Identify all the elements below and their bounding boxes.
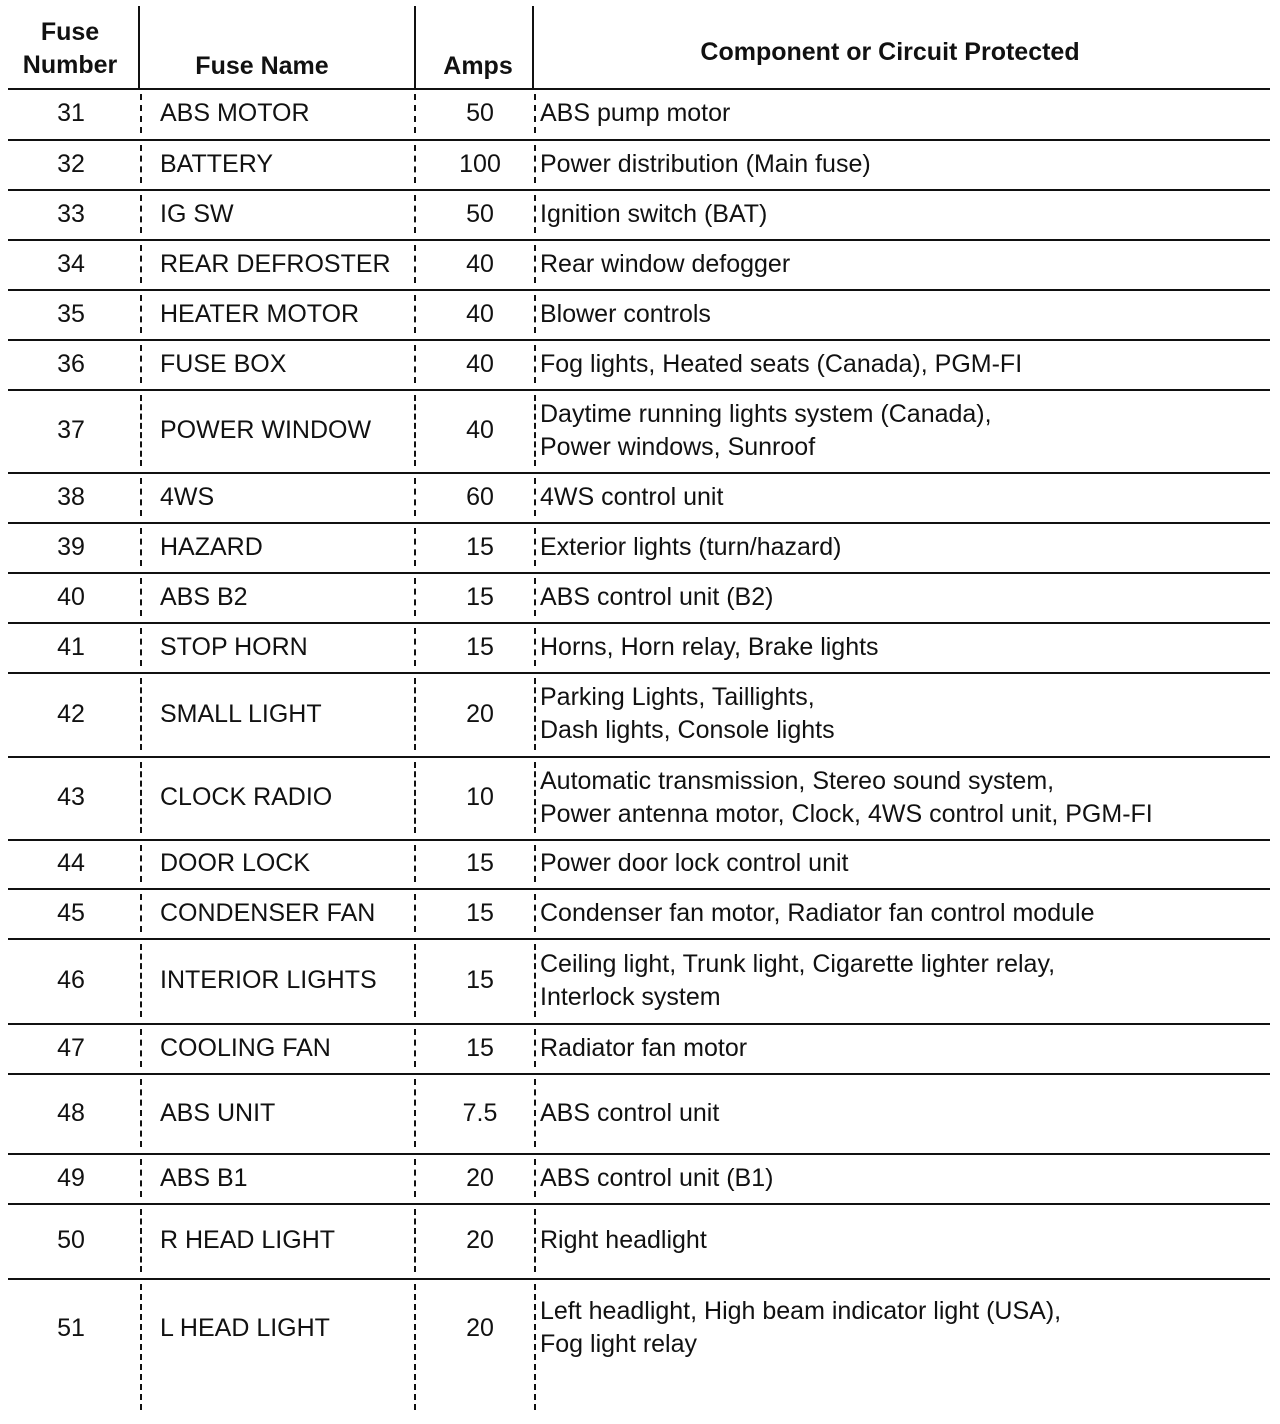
fuse-number: 42 [57, 699, 85, 728]
component-line: Power antenna motor, Clock, 4WS control unit, PGM-FI [540, 799, 1153, 828]
component-line: Parking Lights, Taillights, [540, 683, 815, 711]
component-protected [540, 189, 1270, 239]
fuse-number: 40 [57, 582, 85, 611]
fuse-amps: 15 [466, 898, 494, 927]
fuse-name: R HEAD LIGHT [160, 1226, 336, 1254]
fuse-number: 35 [57, 299, 85, 328]
component-line: ABS control unit (B2) [540, 582, 774, 611]
column-separator [140, 528, 142, 566]
column-separator [140, 1159, 142, 1197]
component-protected [540, 756, 1270, 839]
fuse-amps: 20 [466, 1226, 494, 1254]
header-fuse-number-line2: Number [22, 51, 118, 79]
component-line: Power windows, Sunroof [540, 432, 816, 461]
fuse-amps: 20 [466, 1313, 494, 1342]
column-separator [140, 944, 142, 1017]
component-line: Right headlight [540, 1226, 707, 1254]
column-separator [140, 1284, 142, 1410]
component-line: Automatic transmission, Stereo sound system, [540, 766, 1055, 795]
fuse-name: IG SW [160, 199, 234, 228]
fuse-amps: 40 [466, 299, 494, 328]
component-lines [540, 148, 871, 181]
fuse-amps: 15 [466, 632, 494, 661]
component-line: Blower controls [540, 299, 711, 328]
component-protected [540, 522, 1270, 572]
fuse-amps: 20 [466, 699, 494, 728]
header-component: Component or Circuit Protected [700, 38, 1080, 66]
fuse-name: L HEAD LIGHT [160, 1313, 330, 1342]
header-divider [532, 6, 534, 88]
fuse-number: 34 [57, 249, 85, 278]
column-separator [140, 245, 142, 283]
component-lines [540, 348, 1022, 381]
column-separator [140, 145, 142, 183]
column-separator [140, 94, 142, 133]
component-line: Fog light relay [540, 1330, 698, 1358]
component-lines [540, 581, 773, 614]
row-rule [8, 1278, 1270, 1280]
fuse-amps: 15 [466, 966, 494, 994]
fuse-name: STOP HORN [160, 632, 308, 661]
fuse-name: CONDENSER FAN [160, 898, 376, 927]
component-line: ABS control unit (B1) [540, 1163, 774, 1192]
fuse-name: ABS UNIT [160, 1098, 276, 1127]
component-lines [540, 681, 835, 747]
component-protected [540, 289, 1270, 339]
component-protected [540, 239, 1270, 289]
column-separator [140, 295, 142, 333]
fuse-name: ABS MOTOR [160, 99, 310, 127]
header-divider [138, 6, 140, 88]
component-line: Condenser fan motor, Radiator fan control module [540, 898, 1095, 927]
component-protected [540, 839, 1270, 888]
fuse-amps: 40 [466, 416, 494, 444]
fuse-number: 47 [57, 1033, 85, 1062]
fuse-number: 38 [57, 482, 85, 511]
fuse-number: 36 [57, 349, 85, 378]
fuse-amps: 40 [466, 349, 494, 378]
component-lines [540, 847, 848, 880]
component-lines [540, 948, 1055, 1014]
component-lines [540, 248, 790, 281]
component-line: ABS pump motor [540, 99, 731, 127]
header-fuse-number [8, 16, 132, 82]
fuse-name: CLOCK RADIO [160, 783, 333, 811]
component-protected [540, 339, 1270, 389]
component-protected [540, 1290, 1270, 1366]
fuse-amps: 50 [466, 99, 494, 127]
component-line: Interlock system [540, 982, 721, 1011]
column-separator [140, 1079, 142, 1147]
fuse-name: ABS B1 [160, 1163, 248, 1192]
column-separator [140, 1209, 142, 1272]
component-lines [540, 1295, 1061, 1361]
fuse-name: INTERIOR LIGHTS [160, 966, 377, 994]
column-separator [140, 678, 142, 750]
header-fuse-number-line1: Fuse [40, 18, 100, 46]
column-separator [140, 195, 142, 233]
component-protected [540, 1203, 1270, 1278]
fuse-number: 39 [57, 532, 85, 561]
component-protected [540, 139, 1270, 189]
header-divider [414, 6, 416, 88]
column-separator [140, 1029, 142, 1067]
fuse-number: 48 [57, 1098, 85, 1127]
component-protected [540, 472, 1270, 522]
column-separator [140, 478, 142, 516]
fuse-amps: 40 [466, 249, 494, 278]
column-separator [140, 345, 142, 383]
fuse-name: HAZARD [160, 532, 263, 561]
column-separator [140, 845, 142, 882]
fuse-number: 31 [57, 99, 85, 127]
fuse-number: 33 [57, 199, 85, 228]
fuse-name: ABS B2 [160, 582, 248, 611]
fuse-name: POWER WINDOW [160, 416, 372, 444]
component-protected [540, 622, 1270, 672]
fuse-number: 49 [57, 1163, 85, 1192]
component-lines [540, 398, 992, 464]
component-line: Dash lights, Console lights [540, 716, 835, 744]
component-protected [540, 888, 1270, 938]
component-line: Radiator fan motor [540, 1033, 748, 1062]
component-line: 4WS control unit [540, 482, 724, 511]
component-lines [540, 1162, 773, 1195]
component-line: Daytime running lights system (Canada), [540, 399, 992, 428]
component-line: Power door lock control unit [540, 849, 849, 877]
component-protected [540, 672, 1270, 756]
fuse-amps: 15 [466, 1033, 494, 1062]
component-lines [540, 897, 1094, 930]
component-line: Ceiling light, Trunk light, Cigarette lighter relay, [540, 949, 1056, 978]
column-separator [140, 894, 142, 932]
component-protected [540, 88, 1270, 139]
fuse-name: BATTERY [160, 149, 273, 178]
component-protected [540, 1153, 1270, 1203]
fuse-name: SMALL LIGHT [160, 699, 322, 728]
fuse-number: 43 [57, 783, 85, 811]
fuse-name: FUSE BOX [160, 349, 287, 378]
component-line: Ignition switch (BAT) [540, 199, 768, 228]
component-lines [540, 1032, 747, 1065]
header-amps: Amps [443, 52, 513, 80]
component-protected [540, 938, 1270, 1023]
fuse-name: DOOR LOCK [160, 849, 311, 877]
fuse-amps: 50 [466, 199, 494, 228]
fuse-name: HEATER MOTOR [160, 299, 360, 328]
fuse-name: REAR DEFROSTER [160, 249, 391, 278]
column-separator [140, 395, 142, 466]
component-protected [540, 1073, 1270, 1153]
fuse-name: COOLING FAN [160, 1033, 331, 1062]
fuse-name: 4WS [160, 482, 215, 511]
fuse-amps: 10 [466, 783, 494, 811]
component-lines [540, 97, 730, 130]
fuse-number: 41 [57, 632, 85, 661]
component-protected [540, 572, 1270, 622]
fuse-amps: 15 [466, 849, 494, 877]
component-lines [540, 531, 842, 564]
fuse-number: 51 [57, 1313, 85, 1342]
component-line: Exterior lights (turn/hazard) [540, 532, 842, 561]
fuse-number: 37 [57, 416, 85, 444]
component-lines [540, 1097, 719, 1130]
header-fuse-name: Fuse Name [195, 52, 329, 80]
fuse-amps: 15 [466, 532, 494, 561]
fuse-amps: 20 [466, 1163, 494, 1192]
component-line: Left headlight, High beam indicator light (USA), [540, 1297, 1062, 1325]
fuse-number: 45 [57, 898, 85, 927]
column-separator [140, 578, 142, 616]
component-lines [540, 298, 711, 331]
fuse-amps: 15 [466, 582, 494, 611]
fuse-number: 50 [57, 1226, 85, 1254]
column-separator [140, 628, 142, 666]
component-protected [540, 389, 1270, 472]
component-line: Power distribution (Main fuse) [540, 149, 871, 178]
fuse-amps: 100 [459, 149, 501, 178]
component-line: Fog lights, Heated seats (Canada), PGM-FI [540, 349, 1023, 378]
fuse-amps: 60 [466, 482, 494, 511]
fuse-number: 46 [57, 966, 85, 994]
component-line: Horns, Horn relay, Brake lights [540, 632, 879, 661]
component-protected [540, 1023, 1270, 1073]
component-lines [540, 765, 1153, 831]
component-line: ABS control unit [540, 1098, 720, 1127]
fuse-number: 44 [57, 849, 85, 877]
fuse-number: 32 [57, 149, 85, 178]
column-separator [140, 762, 142, 833]
component-lines [540, 198, 767, 231]
component-lines [540, 1224, 707, 1257]
fuse-amps: 7.5 [462, 1098, 498, 1127]
component-line: Rear window defogger [540, 249, 791, 278]
component-lines [540, 631, 879, 664]
component-lines [540, 481, 723, 514]
